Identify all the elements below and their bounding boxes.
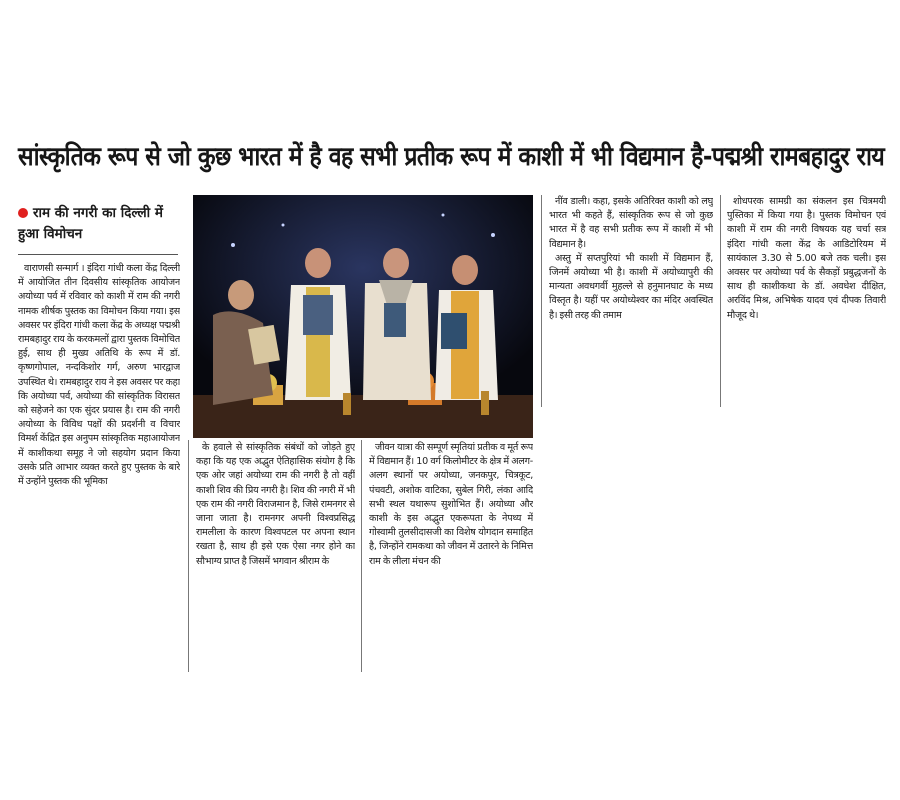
article-column-2 [196, 441, 355, 673]
column-divider-3 [361, 440, 362, 672]
column-divider-5 [720, 195, 721, 407]
column-1-text: वाराणसी सन्मार्ग । इंदिरा गांधी कला केंद्र दिल्ली में आयोजित तीन दिवसीय सांस्कृतिक आयोजन अयोध्या पर्व में रविवार को काशी में राम की नगरी नामक शीर्षक पुस्तक का विमोचन किया गया। इस अवसर पर इंदिरा गांधी कला केंद्र के अध्यक्ष पद्मश्री रामबहादुर राय के करकमलों द्वारा पुस्तक विमोचित हुई, साथ ही मुख्य अतिथि के रूप में डॉ. कृष्णगोपाल, नन्दकिशोर गर्ग, अरुण भारद्वाज उपस्थित थे। रामबहादुर राय ने इस अवसर पर कहा कि अयोध्या पर्व, अयोध्या की सांस्कृतिक विरासत को सहेजने का एक सुंदर प्रयास है। राम की नगरी अयोध्या के विविध पक्षों की प्रदर्शनी व विचार विमर्श केंद्रित इस अनुपम सांस्कृतिक महाआयोजन में काशीकथा समूह ने जो सहयोग प्रदान किया उसके प्रति आभार व्यक्त करते हुए पुस्तक के बारे में उन्होंने पुस्तक की भूमिका [18, 263, 180, 488]
book-launch-photo-illustration [193, 195, 533, 438]
article-column-5 [727, 195, 886, 410]
subheading-rule [18, 254, 178, 255]
column-4-paragraph-2: अस्तु में सप्तपुरियां भी काशी में विद्यमान हैं, जिनमें अयोध्या भी है। काशी में अयोध्यापुरी की मान्यता अवधगर्वी मुहल्ले से हनुमानघाट के मध्य विस्तृत है। यहीं पर अयोध्येश्वर का मंदिर अवस्थित है। इसी तरह की तमाम [549, 252, 713, 321]
column-divider-4 [541, 195, 542, 407]
article-column-4 [549, 195, 713, 410]
headline: सांस्कृतिक रूप से जो कुछ भारत में है वह सभी प्रतीक रूप में काशी में भी विद्यमान है-पद्मश्री रामबहादुर राय [18, 142, 885, 172]
subheading-text: राम की नगरी का दिल्ली में हुआ विमोचन [18, 205, 163, 242]
column-4-paragraph-1: नींव डाली। कहा, इसके अतिरिक्त काशी को लघु भारत भी कहते हैं, सांस्कृतिक रूप से जो कुछ भारत में है वह सभी प्रतीक रूप में काशी में भी विद्यमान है। [549, 196, 713, 250]
bullet-dot-icon [18, 208, 28, 218]
article-column-3 [369, 441, 533, 673]
column-2-text: के हवाले से सांस्कृतिक संबंधों को जोड़ते हुए कहा कि यह एक अद्भुत ऐतिहासिक संयोग है कि एक ओर जहां अयोध्या राम की नगरी है तो वहीं काशी शिव की प्रिय नगरी है। शिव की नगरी में भी एक राम की नगरी विराजमान है, जिसे रामनगर से जाना जाता है। रामनगर अपनी विश्वप्रसिद्ध रामलीला के कारण विश्वपटल पर अपना स्थान रखता है, साथ ही इसे एक ऐसा नगर होने का सौभाग्य प्राप्त है जिसमें भगवान श्रीराम के [196, 442, 355, 567]
column-3-text: जीवन यात्रा की सम्पूर्ण स्मृतियां प्रतीक व मूर्त रूप में विद्यमान हैं। 10 वर्ग किलोमीटर के क्षेत्र में अलग-अलग स्थानों पर अयोध्या, जनकपुर, चित्रकूट, पंचवटी, अशोक वाटिका, सुबेल गिरी, लंका आदि सभी स्थल यथारूप सुशोभित हैं। अयोध्या और काशी के इस अद्भुत एकरूपता के नेपथ्य में गोस्वामी तुलसीदासजी का विशेष योगदान समाहित है, जिन्होंने रामकथा को जीवन में उतारने के निमित्त राम के लीला मंचन की [369, 442, 533, 567]
subheading [18, 203, 178, 245]
column-divider-2 [188, 440, 189, 672]
article-column-1 [18, 262, 180, 674]
column-5-text: शोधपरक सामग्री का संकलन इस चित्रमयी पुस्तिका में किया गया है। पुस्तक विमोचन एवं काशी में राम की नगरी विषयक यह चर्चा सत्र इंदिरा गांधी कला केंद्र के आडिटोरियम में सायंकाल 3.30 से 5.00 बजे तक चली। इस अवसर पर अयोध्या पर्व के सैकड़ों प्रबुद्धजनों के साथ ही काशीकथा के डॉ. अवधेश दीक्षित, अरविंद मिश्र, अभिषेक यादव एवं दीपक तिवारी मौजूद थे। [727, 196, 886, 321]
event-photo [193, 195, 533, 438]
